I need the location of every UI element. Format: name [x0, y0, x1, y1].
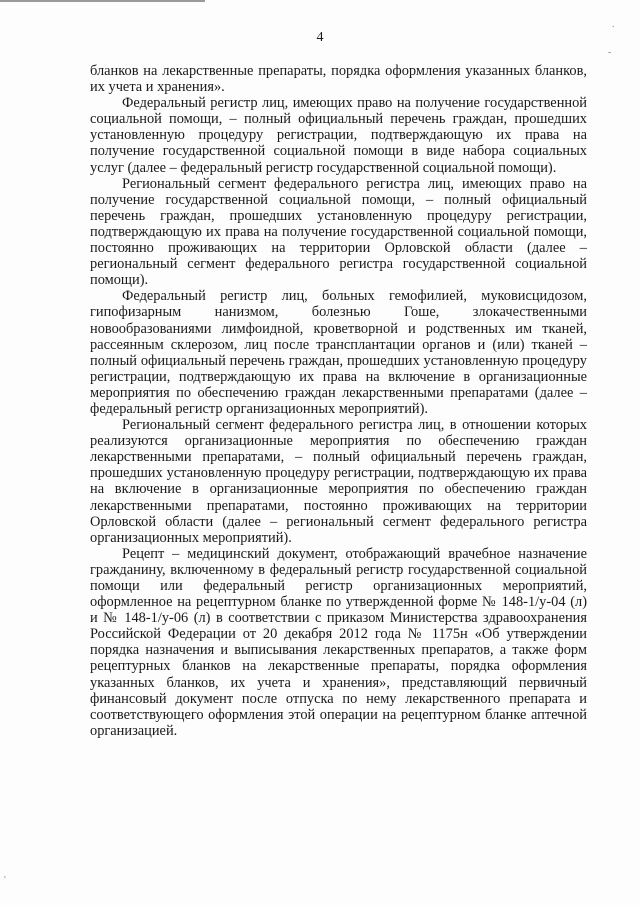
paragraph-regional-segment: Региональный сегмент федерального регистра лиц, имеющих право на получение государственной социальной помощи, – полный официальный перечень граждан, прошедших установленную процедуру регистрации, подтверждающую их права на получение государственной социальной помощи, постоянно проживающих на территории Орловской области (далее – региональный сегмент федерального регистра государственной социальной помощи). [90, 175, 587, 289]
margin-mark: - [608, 47, 612, 58]
document-body [90, 63, 587, 739]
paragraph-prescription-definition: Рецепт – медицинский документ, отображающий врачебное назначение гражданину, включенному в федеральный регистр государственной социальной помощи или федеральный регистр организационных мероприятий, оформленное на рецептурном бланке по утвержденной форме № 148-1/у-04 (л) и № 148-1/у-06 (л) в соответствии с приказом Министерства здравоохранения Российской Федерации от 20 декабря 2012 года № 1175н «Об утверждении порядка назначения и выписывания лекарственных препаратов, а также форм рецептурных бланков на лекарственные препараты, порядка оформления указанных бланков, их учета и хранения», представляющий первичный финансовый документ после отпуска по нему лекарственного препарата и соответствующего оформления этой операции на рецептурном бланке аптечной организацией. [90, 545, 587, 739]
paragraph-regional-segment-measures: Региональный сегмент федерального регистра лиц, в отношении которых реализуются организационные мероприятия по обеспечению граждан лекарственными препаратами, – полный официальный перечень граждан, прошедших установленную процедуру регистрации, подтверждающую их права на включение в организационные мероприятия по обеспечению граждан лекарственными препаратами, постоянно проживающих на территории Орловской области (далее – региональный сегмент федерального регистра организационных мероприятий). [90, 417, 587, 546]
paragraph-federal-register: Федеральный регистр лиц, имеющих право на получение государственной социальной помощи, – полный официальный перечень граждан, прошедших установленную процедуру регистрации, подтверждающую их права на получение государственной социальной помощи в виде набора социальных услуг (далее – федеральный регистр государственной социальной помощи). [90, 95, 587, 176]
scan-edge-line [0, 0, 205, 2]
margin-mark: ' [4, 875, 6, 886]
margin-mark: . [612, 19, 615, 30]
paragraph-federal-register-diseases: Федеральный регистр лиц, больных гемофилией, муковисцидозом, гипофизарным нанизмом, болезнью Гоше, злокачественными новообразованиями лимфоидной, кроветворной и родственных им тканей, рассеянным склерозом, лиц после трансплантации органов и (или) тканей – полный официальный перечень граждан, прошедших установленную процедуру регистрации, подтверждающую их права на включение в организационные мероприятия по обеспечению граждан лекарственными препаратами (далее – федеральный регистр организационных мероприятий). [90, 288, 587, 417]
paragraph-continuation: бланков на лекарственные препараты, порядка оформления указанных бланков, их учета и хранения». [90, 63, 587, 96]
page-number: 4 [316, 30, 324, 45]
